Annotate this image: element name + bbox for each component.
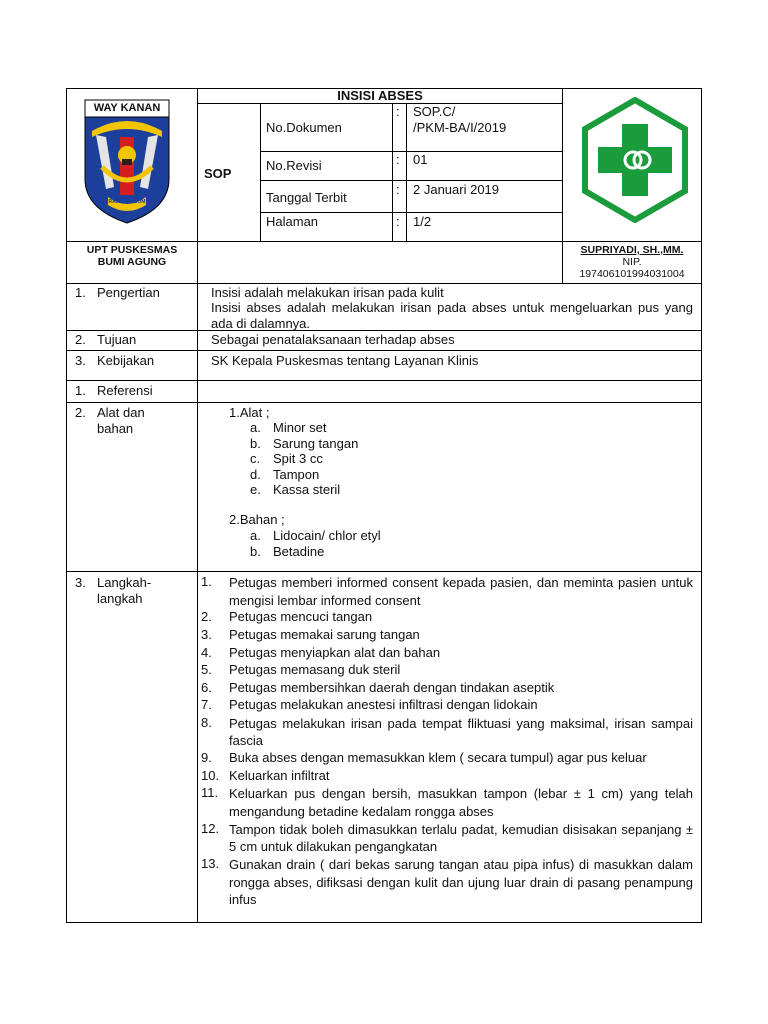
puskesmas-logo [581, 97, 689, 223]
org-name-line1: UPT PUSKESMAS [86, 244, 178, 256]
nip-value: 197406101994031004 [579, 268, 685, 280]
list-item: Betadine [273, 544, 325, 559]
meta-col-line-2 [392, 103, 393, 241]
body-col-line [197, 283, 198, 923]
step-number: 8. [201, 714, 212, 730]
pengertian-line-1: Insisi adalah melakukan irisan pada kulit [211, 285, 444, 300]
meta-value-tanggal-terbit: 2 Januari 2019 [413, 182, 500, 197]
way-kanan-logo [82, 97, 172, 225]
row-line-tujuan [66, 350, 702, 351]
border-bottom [66, 922, 702, 923]
section-num: 3. [75, 353, 86, 368]
step-number: 9. [201, 750, 212, 765]
alat-title: 1.Alat ; [229, 405, 270, 420]
border-right [701, 88, 702, 923]
meta-label-tanggal-terbit: Tanggal Terbit [266, 190, 347, 205]
step-number: 6. [201, 679, 212, 695]
list-item: Sarung tangan [273, 435, 359, 451]
meta-value-halaman: 1/2 [413, 214, 432, 229]
signer-name: SUPRIYADI, SH.,MM. [580, 244, 684, 256]
section-num: 1. [75, 383, 86, 398]
meta-label-no-revisi: No.Revisi [266, 158, 322, 173]
step-text: Keluarkan infiltrat [229, 767, 330, 783]
section-label-tujuan: Tujuan [97, 332, 137, 347]
bahan-title: 2.Bahan ; [229, 512, 285, 527]
section-num: 3. [75, 575, 86, 590]
section-label-langkah-1: Langkah- [97, 575, 152, 590]
meta-label-no-dokumen: No.Dokumen [266, 120, 342, 135]
list-marker: e. [250, 482, 261, 497]
section-label-kebijakan: Kebijakan [97, 353, 155, 368]
step-number: 12. [201, 820, 220, 836]
meta-row-line-2 [260, 180, 562, 181]
sop-label: SOP [204, 166, 232, 181]
section-label-pengertian: Pengertian [97, 285, 160, 300]
list-marker: c. [250, 451, 261, 466]
kebijakan-text: SK Kepala Puskesmas tentang Layanan Klinis [211, 353, 479, 368]
step-text: Petugas mencuci tangan [229, 609, 373, 624]
border-left [66, 88, 67, 923]
alat-list [250, 420, 550, 500]
list-item: Kassa steril [273, 482, 341, 497]
step-number: 5. [201, 662, 212, 677]
logo-motto: RAMIK RAGOM [108, 199, 146, 205]
meta-row-line-3 [260, 212, 562, 213]
list-marker: a. [250, 528, 261, 543]
shield-emblem-icon [82, 97, 172, 225]
row-line-referensi [66, 402, 702, 403]
list-marker: b. [250, 544, 261, 559]
step-text: Petugas melakukan anestesi infiltrasi dengan lidokain [229, 697, 538, 712]
row-line-kebijakan [66, 380, 702, 381]
tujuan-text: Sebagai penatalaksanaan terhadap abses [211, 332, 455, 347]
green-cross-icon [581, 97, 689, 223]
doc-title: INSISI ABSES [337, 88, 423, 103]
step-text: Buka abses dengan memasukkan klem ( secara tumpul) agar pus keluar [229, 750, 647, 765]
step-number: 3. [201, 627, 212, 642]
step-text: Petugas memasang duk steril [229, 662, 401, 677]
section-label-referensi: Referensi [97, 383, 153, 398]
step-text: Keluarkan pus dengan bersih, masukkan tampon (lebar ± 1 cm) yang telah mengandung betadine kedalam rongga abses [229, 786, 693, 819]
step-text: Petugas memberi informed consent kepada pasien, dan meminta pasien untuk mengisi lembar informed consent [229, 575, 693, 608]
meta-value-no-revisi: 01 [413, 152, 428, 167]
meta-label-halaman: Halaman [266, 214, 319, 229]
list-marker: d. [250, 466, 261, 482]
meta-col-line-3 [406, 103, 407, 241]
org-row-bottom [66, 283, 702, 284]
meta-col-line-1 [260, 103, 261, 241]
meta-colon: : [396, 104, 400, 119]
step-text: Tampon tidak boleh dimasukkan terlalu padat, kemudian disisakan sepanjang ± 5 cm untuk dilakukan pengangkatan [229, 821, 693, 854]
section-label-langkah-2: langkah [97, 591, 143, 606]
meta-row-line-1 [260, 151, 562, 152]
list-marker: b. [250, 435, 261, 451]
section-label-alat-2: bahan [97, 421, 134, 436]
row-line-alat [66, 571, 702, 572]
step-text: Petugas memakai sarung tangan [229, 627, 420, 642]
step-text: Petugas menyiapkan alat dan bahan [229, 644, 441, 660]
list-item: Lidocain/ chlor etyl [273, 528, 381, 543]
header-bottom-line [66, 241, 702, 242]
step-text: Petugas membersihkan daerah dengan tindakan aseptik [229, 679, 555, 695]
nip-label: NIP. [622, 256, 642, 268]
section-num: 2. [75, 405, 86, 420]
list-item: Spit 3 cc [273, 451, 323, 466]
step-number: 7. [201, 697, 212, 712]
meta-value-no-dokumen-2: /PKM-BA/I/2019 [413, 120, 507, 135]
list-item: Tampon [273, 466, 320, 482]
step-text: Petugas melakukan irisan pada tempat fliktuasi yang maksimal, irisan sampai fascia [229, 715, 693, 748]
step-number: 10. [201, 767, 220, 783]
step-text: Gunakan drain ( dari bekas sarung tangan atau pipa infus) di masukkan dalam rongga abses, difiksasi dengan kulit dan ujung luar drain di pasang penampung infus [229, 857, 693, 907]
meta-value-no-dokumen-1: SOP.C/ [413, 104, 456, 119]
step-number: 13. [201, 856, 220, 871]
meta-colon: : [396, 182, 400, 197]
section-num: 1. [75, 285, 86, 300]
logo-text: WAY KANAN [93, 102, 161, 114]
pengertian-line-2: Insisi abses adalah melakukan irisan pada abses untuk mengeluarkan pus yang ada di dalamnya. [211, 300, 693, 331]
org-name-line2: BUMI AGUNG [97, 256, 167, 268]
step-number: 2. [201, 609, 212, 624]
meta-colon: : [396, 214, 400, 229]
section-num: 2. [75, 332, 86, 347]
step-number: 11. [201, 785, 219, 800]
step-number: 4. [201, 644, 212, 660]
section-label-alat-1: Alat dan [97, 405, 145, 420]
list-marker: a. [250, 420, 261, 435]
list-item: Minor set [273, 420, 327, 435]
meta-colon: : [396, 152, 400, 167]
header-divider-1 [197, 88, 198, 283]
step-number: 1. [201, 574, 212, 589]
